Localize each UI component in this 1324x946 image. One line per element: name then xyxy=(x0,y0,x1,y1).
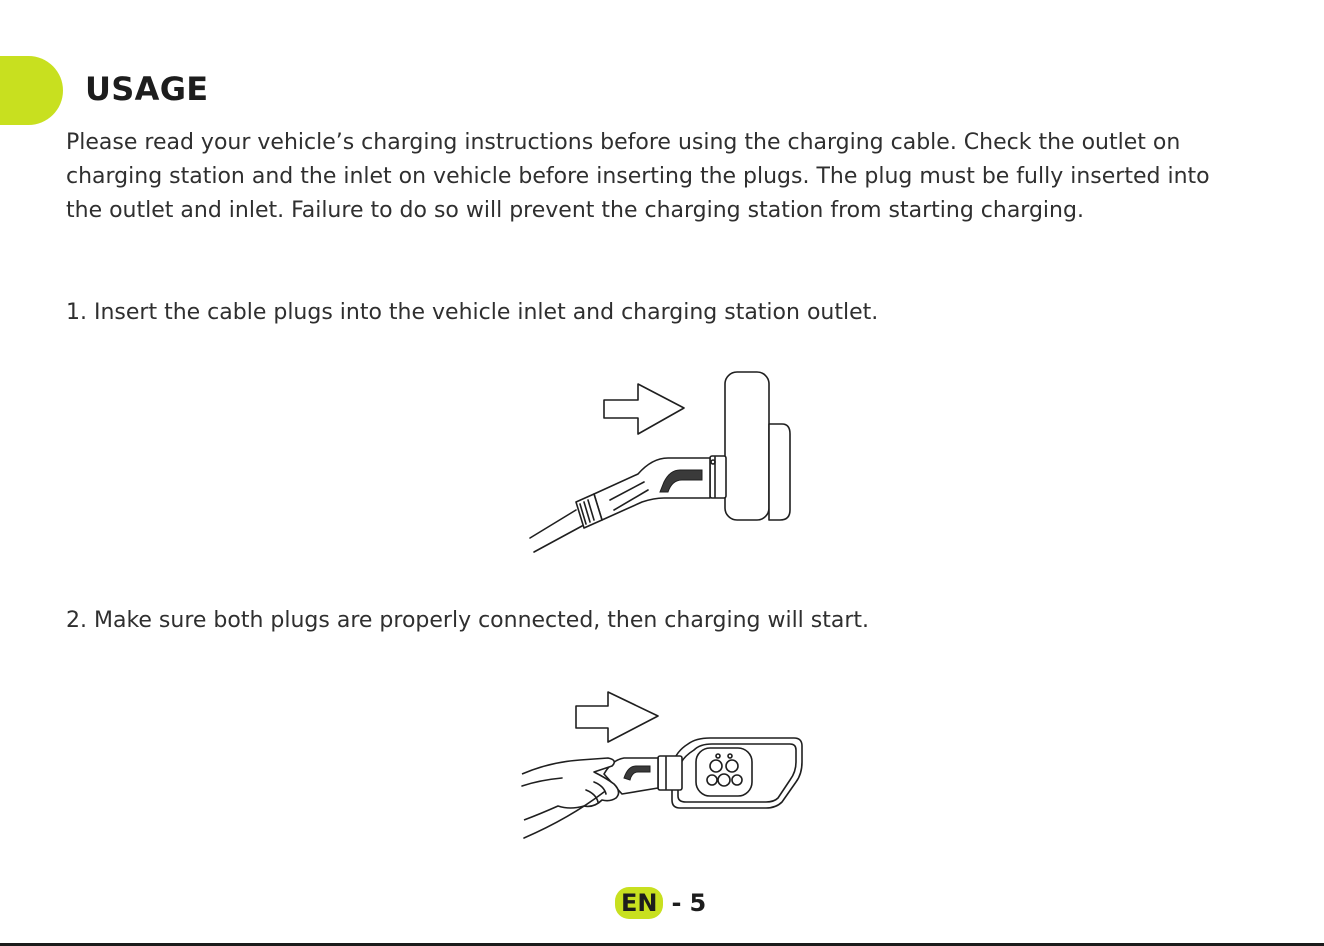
step-2-text: 2. Make sure both plugs are properly connected, then charging will start. xyxy=(66,608,870,633)
section-accent-tab xyxy=(0,56,63,125)
intro-paragraph: Please read your vehicle’s charging instructions before using the charging cable. Check the outlet on charging station and the inlet on vehicle before inserting the plugs. The plug must be fully inserted into the outlet and inlet. Failure to do so will prevent the charging station from starting charging. xyxy=(66,130,1210,223)
step-1-text: 1. Insert the cable plugs into the vehicle inlet and charging station outlet. xyxy=(66,300,879,325)
charging-station-plug-illustration xyxy=(520,362,810,562)
language-badge: EN xyxy=(615,887,663,919)
section-title: USAGE xyxy=(85,70,209,108)
direction-arrow-icon xyxy=(576,692,658,742)
page-separator: - xyxy=(671,889,682,917)
page-number: 5 xyxy=(689,889,707,917)
direction-arrow-icon xyxy=(604,384,684,434)
vehicle-inlet-plug-illustration xyxy=(510,682,810,852)
page-footer xyxy=(615,886,706,920)
